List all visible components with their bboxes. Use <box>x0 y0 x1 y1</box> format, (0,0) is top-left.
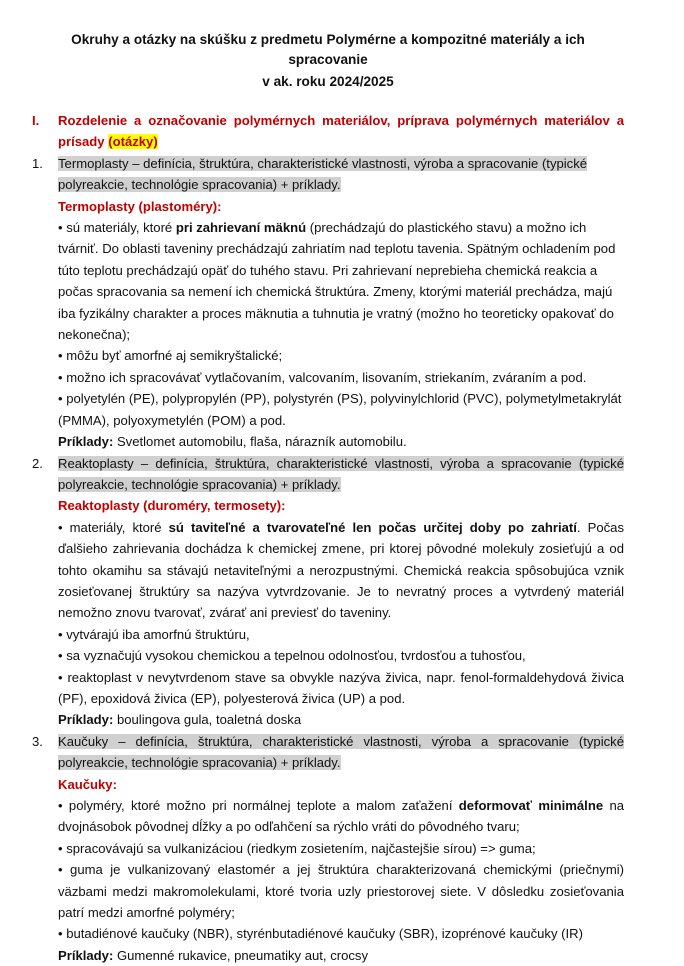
examples: Príklady: boulingova gula, toaletná doska <box>58 712 302 728</box>
section-heading <box>32 110 624 153</box>
question-title: Kaučuky – definícia, štruktúra, charakteristické vlastnosti, výroba a spracovanie (typické polyreakcie, technológie spracovania) + príklady. <box>58 733 624 771</box>
question-number: 1. <box>32 155 43 171</box>
question-title: Termoplasty – definícia, štruktúra, charakteristické vlastnosti, výroba a spracovanie (typické polyreakcie, technológie spracovania) + príklady. <box>58 155 588 193</box>
answer-bullet: • možno ich spracovávať vytlačovaním, valcovaním, lisovaním, striekaním, zváraním a pod. <box>58 369 587 385</box>
answer-3 <box>58 774 624 966</box>
title-line-2: v ak. roku 2024/2025 <box>262 74 394 89</box>
answer-bullet: • spracovávajú sa vulkanizáciou (riedkym zosietením, najčastejšie sírou) => guma; <box>58 840 536 856</box>
answer-bullet: • vytvárajú iba amorfnú štruktúru, <box>58 626 250 642</box>
answer-2 <box>58 495 624 730</box>
question-2 <box>32 453 624 496</box>
answer-1 <box>58 196 624 453</box>
answer-subheading: Kaučuky: <box>58 776 117 792</box>
answer-bullet: • guma je vulkanizovaný elastomér a jej štruktúra charakterizovaná chemickými (priečnymi) väzbami medzi makromolekulami, ktoré tvoria uzly priestorovej siete. V dôsledku zosieťovania patrí medzi amorfné polyméry; <box>58 862 624 921</box>
answer-bullet: • reaktoplast v nevytvrdenom stave sa obvykle nazýva živica, napr. fenol-formaldehydová živica (PF), epoxidová živica (EP), polyesterová živica (UP) a pod. <box>58 669 624 706</box>
answer-bullet: • polyetylén (PE), polypropylén (PP), polystyrén (PS), polyvinylchlorid (PVC), polymetylmetakrylát (PMMA), polyoxymetylén (POM) a pod. <box>58 391 622 428</box>
section-title-text: Rozdelenie a označovanie polymérnych materiálov, príprava polymérnych materiálov a prísady <box>58 113 624 150</box>
answer-bullet: • butadiénové kaučuky (NBR), styrénbutadiénové kaučuky (SBR), izoprénové kaučuky (IR) <box>58 926 583 942</box>
answer-bullet: • polyméry, ktoré možno pri normálnej teplote a malom zaťažení deformovať minimálne na dvojnásobok pôvodnej dĺžky a po odľahčení sa rýchlo vráti do pôvodného tvaru; <box>58 798 625 835</box>
answer-bullet: • môžu byť amorfné aj semikryštalické; <box>58 348 283 364</box>
question-3 <box>32 731 624 774</box>
answer-bullet: • sú materiály, ktoré pri zahrievaní mäknú (prechádzajú do plastického stavu) a možno ich tvárniť. Do oblasti taveniny prechádzajú zahriatím nad teplotu tavenia. Spätným ochladením pod túto teplotu prechádzajú opäť do tuhého stavu. Pri zahrievaní neprebieha chemická reakcia a počas spracovania sa nemení ich chemická štruktúra. Zmeny, ktorými materiál prechádza, majú iba fyzikálny charakter a proces mäknutia a tuhnutia je vratný (možno ho teoreticky opakovať do nekonečna); <box>58 220 616 343</box>
answer-subheading: Reaktoplasty (duroméry, termosety): <box>58 498 286 514</box>
question-title: Reaktoplasty – definícia, štruktúra, charakteristické vlastnosti, výroba a spracovanie (typické polyreakcie, technológie spracovania) + príklady. <box>58 455 624 492</box>
question-1 <box>32 153 624 196</box>
question-number: 3. <box>32 733 43 749</box>
answer-subheading: Termoplasty (plastoméry): <box>58 198 222 214</box>
answer-bullet: • sa vyznačujú vysokou chemickou a tepelnou odolnosťou, tvrdosťou a tuhosťou, <box>58 648 526 664</box>
section-tag: (otázky) <box>108 134 158 150</box>
examples: Príklady: Gumenné rukavice, pneumatiky aut, crocsy <box>58 947 369 963</box>
section-title <box>58 110 624 153</box>
question-number: 2. <box>32 455 43 471</box>
document-title <box>32 30 624 92</box>
title-line-1: Okruhy a otázky na skúšku z predmetu Polymérne a kompozitné materiály a ich spracovanie <box>71 32 585 67</box>
section-number: I. <box>32 113 40 128</box>
examples: Príklady: Svetlomet automobilu, flaša, nárazník automobilu. <box>58 434 407 450</box>
answer-bullet: • materiály, ktoré sú taviteľné a tvarovateľné len počas určitej doby po zahriatí. Počas ďalšieho zahrievania dochádza k chemickej zmene, pri ktorej pôvodné molekuly zosieťujú a od tohto okamihu sa stávajú netaviteľnými a nerozpustnými. Chemická reakcia spôsobujúca vznik zosieťovanej štruktúry sa nazýva vytvrdzovanie. Je to nevratný proces a vytvrdený materiál nemožno znovu tvarovať, zvárať ani previesť do taveniny. <box>58 519 625 621</box>
